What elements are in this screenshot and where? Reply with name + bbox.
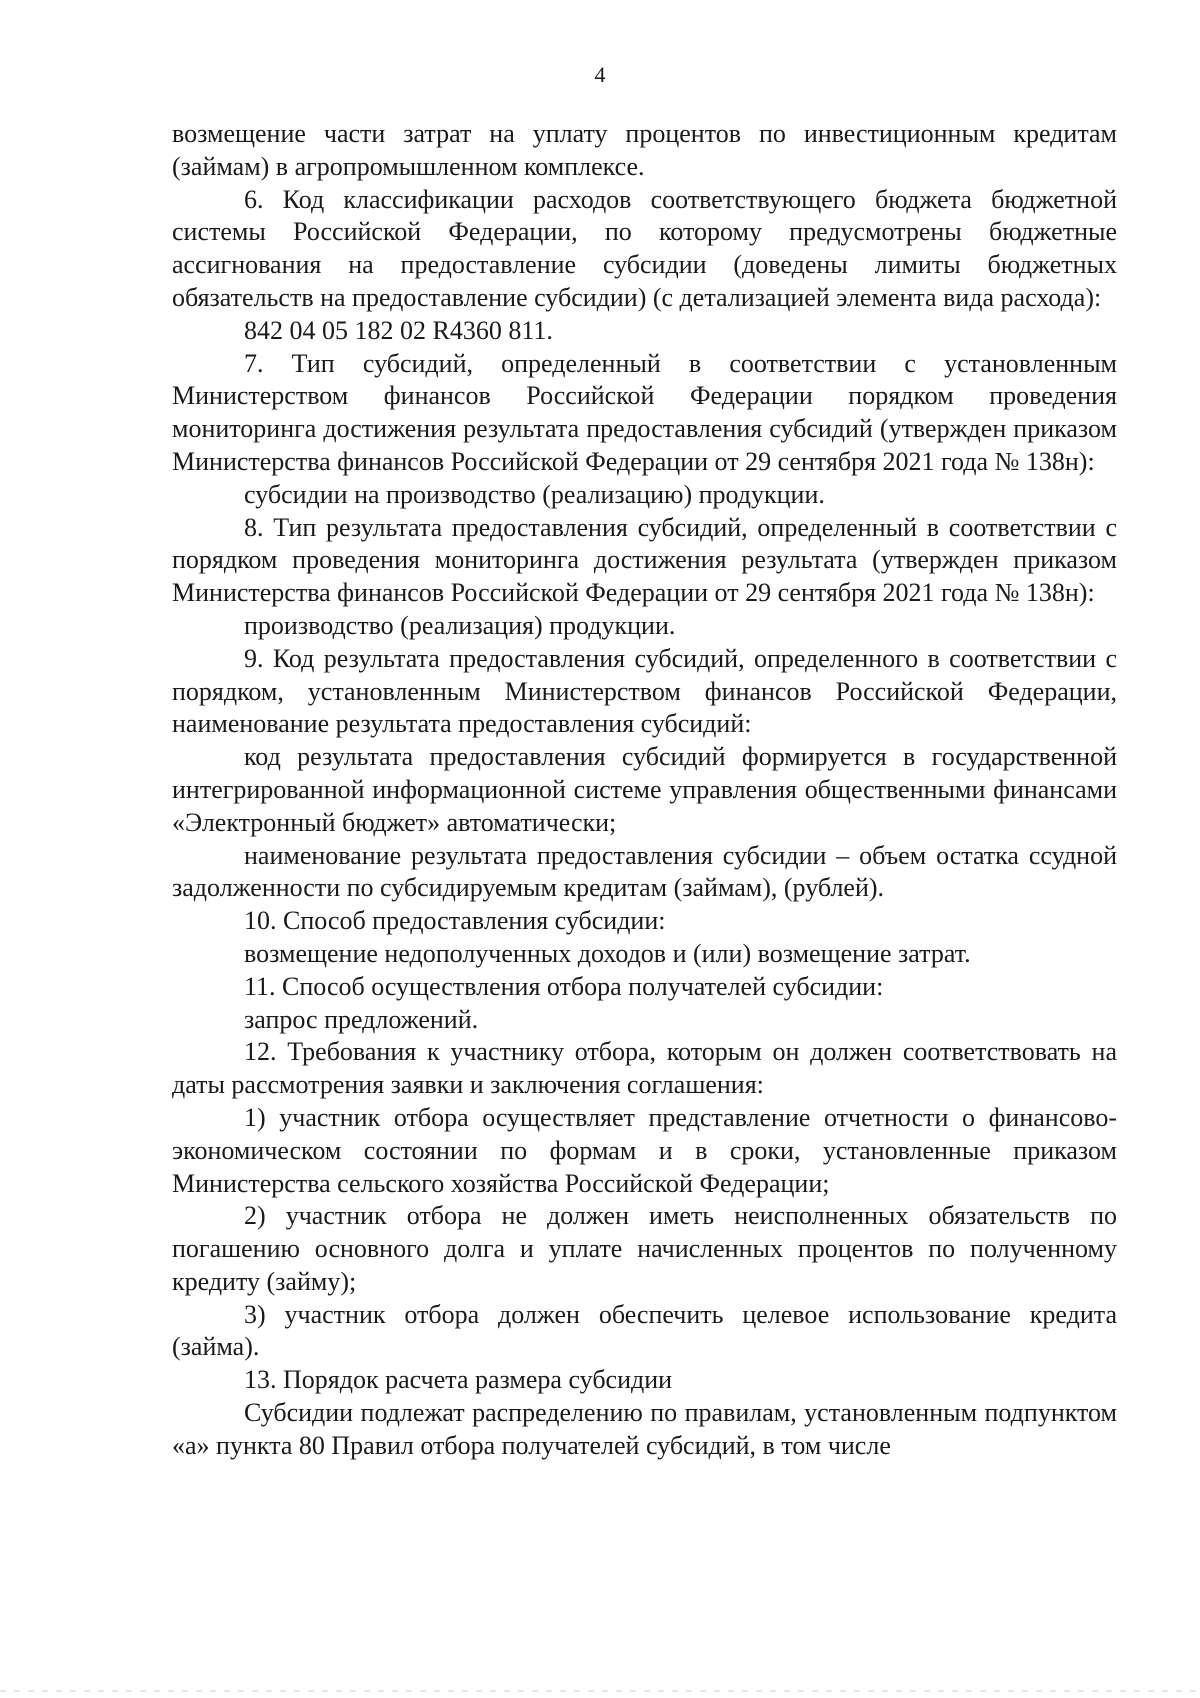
scan-edge-line [0, 1690, 1200, 1692]
paragraph-budget-code: 842 04 05 182 02 R4360 811. [244, 315, 553, 345]
paragraph-subsidy-type: субсидии на производство (реализацию) продукции. [244, 479, 825, 509]
paragraph-result-code: код результата предоставления субсидий формируется в государственной интегрированной информационной системе управления общественными финансами «Электронный бюджет» автоматически; [172, 742, 1117, 837]
paragraph-item-12: 12. Требования к участнику отбора, которым он должен соответствовать на даты рассмотрения заявки и заключения соглашения: [172, 1037, 1117, 1100]
paragraph-item-8: 8. Тип результата предоставления субсидий, определенный в соответствии с порядком проведения мониторинга достижения результата (утвержден приказом Министерства финансов Российской Федерации от 29 сентября 2021 года № 138н): [172, 512, 1117, 608]
paragraph-requirement-3: 3) участник отбора должен обеспечить целевое использование кредита (займа). [172, 1299, 1117, 1362]
paragraph-continuation: возмещение части затрат на уплату процентов по инвестиционным кредитам (займам) в агропромышленном комплексе. [172, 119, 1117, 181]
document-text-body [172, 118, 1117, 1463]
paragraph-item-7: 7. Тип субсидий, определенный в соответствии с установленным Министерством финансов Российской Федерации порядком проведения мониторинга достижения результата предоставления субсидий (утвержден приказом Министерства финансов Российской Федерации от 29 сентября 2021 года № 138н): [172, 348, 1117, 476]
paragraph-distribution-rules: Субсидии подлежат распределению по правилам, установленным подпунктом «а» пункта 80 Правил отбора получателей субсидий, в том числе [172, 1398, 1117, 1460]
paragraph-item-10: 10. Способ предоставления субсидии: [244, 906, 666, 936]
paragraph-result-type: производство (реализация) продукции. [244, 610, 676, 640]
paragraph-item-6: 6. Код классификации расходов соответствующего бюджета бюджетной системы Российской Федерации, по которому предусмотрены бюджетные ассигнования на предоставление субсидии (доведены лимиты бюджетных обязательств на предоставление субсидии) (с детализацией элемента вида расхода): [172, 184, 1117, 312]
paragraph-provision-method: возмещение недополученных доходов и (или) возмещение затрат. [244, 938, 971, 968]
paragraph-requirement-2: 2) участник отбора не должен иметь неисполненных обязательств по погашению основного долга и уплате начисленных процентов по полученному кредиту (займу); [172, 1201, 1117, 1296]
paragraph-item-11: 11. Способ осуществления отбора получателей субсидии: [244, 971, 884, 1001]
paragraph-item-9: 9. Код результата предоставления субсидий, определенного в соответствии с порядком, установленным Министерством финансов Российской Федерации, наименование результата предоставления субсидий: [172, 643, 1117, 739]
paragraph-selection-method: запрос предложений. [244, 1004, 479, 1034]
paragraph-item-13: 13. Порядок расчета размера субсидии [244, 1365, 673, 1395]
paragraph-result-name: наименование результата предоставления субсидии – объем остатка ссудной задолженности по субсидируемым кредитам (займам), (рублей). [172, 840, 1117, 903]
page-number: 4 [594, 62, 606, 87]
paragraph-requirement-1: 1) участник отбора осуществляет представление отчетности о финансово-экономическом состоянии по формам и в сроки, установленные приказом Министерства сельского хозяйства Российской Федерации; [172, 1102, 1117, 1198]
